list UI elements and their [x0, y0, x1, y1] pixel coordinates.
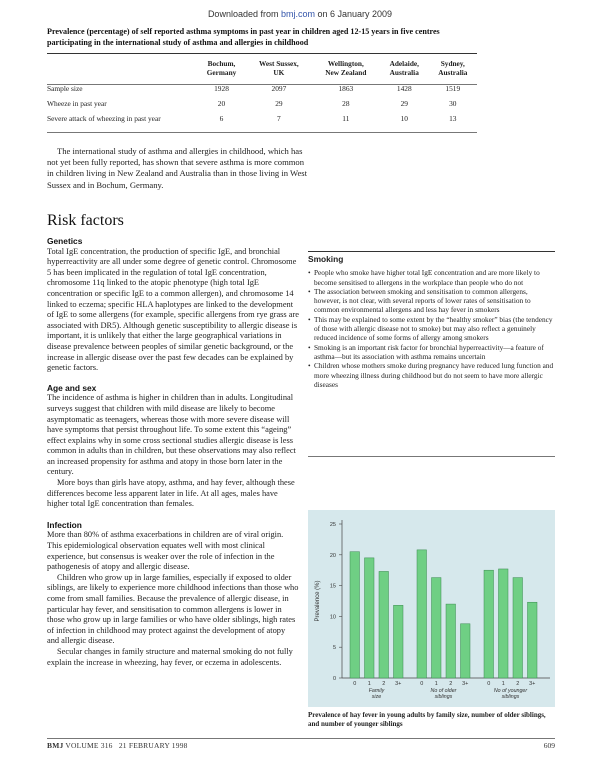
list-item: • This may be explained to some extent by the “healthy smoker” bias (the tendency of those with allergic disease not to smoke) but may also reflect a genuinely reduced incidence of some forms of allergy among smokers [308, 315, 555, 343]
column-header: West Sussex, UK [259, 59, 299, 77]
genetics-heading: Genetics [47, 236, 83, 246]
download-notice [0, 9, 600, 19]
column-header: Adelaide, Australia [389, 59, 419, 77]
x-tick-label: 3+ [395, 681, 402, 687]
x-tick-label: 2 [449, 681, 453, 687]
infection-paragraph: Secular changes in family structure and maternal smoking do not fully explain the increase in wheezing, hay fever, or eczema in adolescents. [47, 646, 293, 667]
age-sex-paragraph: More boys than girls have atopy, asthma, and hay fever, although these differences become less apparent later in life. At all ages, males have higher total IgE concentration than females. [47, 478, 295, 509]
bar [394, 605, 404, 678]
column-header: Bochum, Germany [206, 59, 237, 77]
group-label: siblings [434, 694, 453, 700]
table-row: Severe attack of wheezing in past year 6 7 11 10 13 [47, 114, 457, 124]
bmj-link[interactable]: bmj.com [280, 9, 315, 19]
x-tick-label: 0 [420, 681, 424, 687]
group-label: size [371, 694, 382, 700]
column-header: Sydney, Australia [438, 59, 468, 77]
group-label: siblings [501, 694, 520, 700]
table-row: Wheeze in past year 20 29 28 29 30 [47, 98, 457, 108]
smoking-heading: Smoking [308, 254, 344, 264]
column-header: Wellington, New Zealand [325, 59, 367, 77]
table-header-row [47, 57, 477, 80]
x-tick-label: 2 [516, 681, 520, 687]
infection-paragraph: More than 80% of asthma exacerbations in children are of viral origin. This epidemiological observation equates well with most clinical experience, but consensus is weaker over the role of infection in the pathogenesis of atopy and allergic disease. [47, 530, 284, 572]
footer-volume: VOLUME 316 [65, 741, 113, 750]
y-tick-label: 25 [329, 522, 336, 528]
y-tick-label: 0 [332, 676, 336, 682]
list-item: • People who smoke have higher total IgE concentration and are more likely to become sensitised to allergens in the workplace than people who do not [308, 268, 555, 287]
x-tick-label: 3+ [462, 681, 469, 687]
group-label: No of younger [493, 688, 528, 694]
x-tick-label: 1 [501, 681, 505, 687]
footer-journal: BMJ [47, 741, 64, 750]
bar [365, 558, 375, 678]
x-tick-label: 0 [487, 681, 491, 687]
hay-fever-chart [308, 510, 555, 707]
genetics-paragraph: Total IgE concentration, the production of specific IgE, and bronchial hyperreactivity are all under some degree of genetic control. Chromosome 5 has been implicated in the regulation of total IgE concentration, chromosome 11q linked to the atopic phenotype (high total IgE concentration or specific IgE to a common allergen), and chromosome 14 linked to eczema; specific HLA haplotypes are linked to the development of IgE to some allergens (for example, specific allergens from rye grass are associated with DR5). Although genetic susceptibility to allergic disease is important, it is unlikely that either the large geographical variations in disease prevalence between peoples of similar genetic background, or the increase in allergic disease over the past few decades can be explained by genetic factors. [47, 246, 300, 373]
list-item: • The association between smoking and sensitisation to common allergens, however, is not clear, with several reports of lower rates of sensitisation to common environmental allergens and less hay fever in smokers [308, 287, 555, 315]
download-prefix: Downloaded from [207, 9, 281, 19]
bar [528, 602, 538, 678]
x-tick-label: 1 [367, 681, 371, 687]
download-date: on 6 January 2009 [315, 9, 393, 19]
chart-caption: Prevalence of hay fever in young adults by family size, number of older siblings, and number of younger siblings [308, 711, 546, 728]
y-tick-label: 10 [329, 614, 336, 621]
list-item: • Children whose mothers smoke during pregnancy have reduced lung function and more wheezing illness during childhood but do not seem to have more allergic diseases [308, 361, 555, 389]
y-tick-label: 5 [332, 645, 336, 652]
infection-heading: Infection [47, 519, 82, 530]
x-tick-label: 2 [382, 681, 386, 687]
table-row: Sample size 1928 2097 1863 1428 1519 [47, 84, 461, 94]
bar [350, 552, 360, 678]
bar [461, 624, 471, 678]
bar [417, 550, 427, 678]
smoking-box-bottom-rule [308, 456, 555, 457]
y-tick-label: 15 [329, 583, 336, 590]
page-number: 609 [543, 741, 555, 750]
footer-citation [47, 741, 188, 750]
table-header-rule [47, 84, 477, 85]
table-bottom-rule [47, 132, 477, 133]
bar [446, 604, 456, 678]
smoking-list [308, 268, 555, 389]
bar [499, 569, 509, 678]
x-tick-label: 3+ [529, 681, 536, 687]
prevalence-table [47, 57, 477, 127]
footer-rule [47, 738, 555, 739]
group-label: Family [368, 688, 385, 694]
table-caption: Prevalence (percentage) of self reported asthma symptoms in past year in children aged 12-15 years in five centres participating in the international study of asthma and allergies in childhood [47, 27, 440, 47]
group-label: No of older [430, 688, 457, 694]
y-tick-label: 20 [329, 552, 336, 559]
bar [432, 578, 442, 678]
x-tick-label: 0 [353, 681, 357, 687]
section-title: Risk factors [47, 212, 124, 229]
chart-svg [308, 510, 555, 707]
age-sex-paragraph: The incidence of asthma is higher in children than in adults. Longitudinal surveys suggest that children with mild disease are likely to become asymptomatic as teenagers, whereas those with more severe disease will have symptoms that persist throughout life. To some extent this “ageing” effect explains why in some cross sectional studies allergic disease is less common in adults than in children, but these observations may also reflect an increased propensity for asthma and atopy in those born later in the century. [47, 393, 296, 477]
infection-paragraph: Children who grow up in large families, especially if exposed to older siblings, are likely to experience more childhood infections than those who come from small families. Because the prevalence of allergic disease, in particular hay fever, and sensitisation to common allergens is lower in those who grow up in large families or who have older siblings, high rates of infection in childhood may protect against the development of atopy and allergic disease. [47, 572, 299, 646]
bar [484, 570, 494, 678]
bar [513, 578, 523, 678]
list-item: • Smoking is an important risk factor for bronchial hyperreactivity—a feature of asthma—but its association with asthma remains uncertain [308, 343, 555, 362]
footer-date: 21 FEBRUARY 1998 [118, 741, 188, 750]
age-sex-heading: Age and sex [47, 382, 97, 393]
intro-paragraph: The international study of asthma and allergies in childhood, which has not yet been fully reported, has shown that severe asthma is more common in children living in New Zealand and Australia than in those living in West Sussex and in Bochum, Germany. [47, 146, 308, 190]
table-top-rule [47, 53, 477, 54]
left-column [47, 236, 299, 668]
bar [379, 571, 389, 678]
y-axis-label: Prevalence (%) [315, 580, 321, 622]
x-tick-label: 1 [434, 681, 438, 687]
smoking-box [308, 251, 555, 389]
